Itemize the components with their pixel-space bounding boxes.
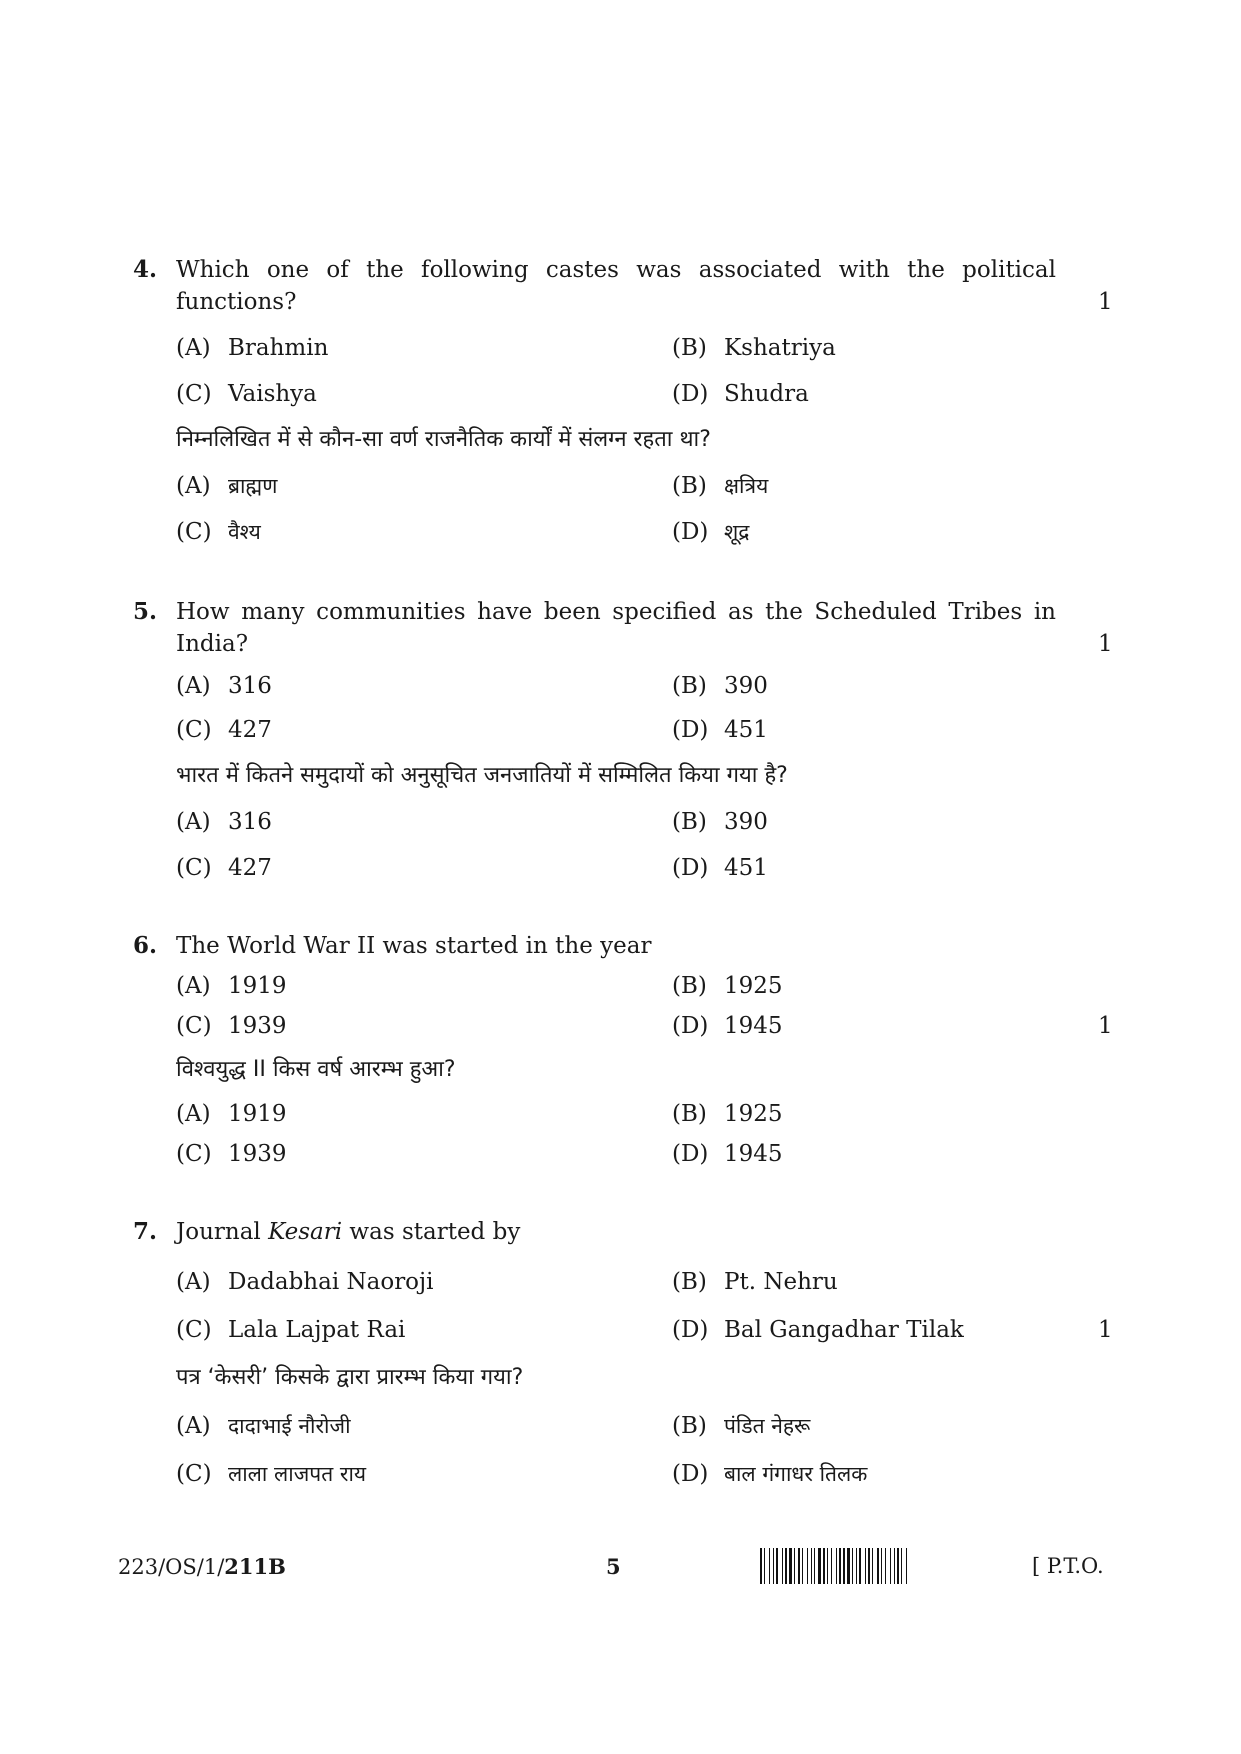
option-a-hi: (A) 1919 [176, 1101, 287, 1127]
option-a-en: (A) Brahmin [176, 335, 329, 361]
option-d-hi: (D) बाल गंगाधर तिलक [672, 1461, 868, 1487]
option-a-en: (A) Dadabhai Naoroji [176, 1269, 434, 1295]
option-d-en: (D) Shudra [672, 381, 809, 407]
question-text-hi: विश्वयुद्ध II किस वर्ष आरम्भ हुआ? [176, 1057, 456, 1082]
question-text-hi: पत्र ‘केसरी’ किसके द्वारा प्रारम्भ किया गया? [176, 1365, 524, 1390]
option-a-en: (A) 316 [176, 673, 272, 699]
page-number: 5 [606, 1554, 621, 1579]
barcode-icon [760, 1548, 1018, 1584]
question-number: 5. [133, 598, 158, 625]
option-b-en: (B) 1925 [672, 973, 783, 999]
question-text-hi: भारत में कितने समुदायों को अनुसूचित जनजातियों में सम्मिलित किया गया है? [176, 763, 788, 788]
option-b-en: (B) Pt. Nehru [672, 1269, 838, 1295]
option-b-en: (B) Kshatriya [672, 335, 836, 361]
option-d-hi: (D) 1945 [672, 1141, 783, 1167]
question-text-en: Which one of the following castes was associated with the political functions? [176, 257, 1056, 315]
option-a-hi: (A) ब्राह्मण [176, 473, 278, 499]
option-b-hi: (B) पंडित नेहरू [672, 1413, 811, 1439]
option-c-en: (C) Vaishya [176, 381, 317, 407]
page-footer [0, 1548, 1241, 1588]
question-text-en: How many communities have been specified as the Scheduled Tribes in India? [176, 599, 1056, 657]
option-d-hi: (D) शूद्र [672, 519, 750, 545]
question-text-en: Journal Kesari was started by [176, 1219, 521, 1245]
paper-code: 223/OS/1/211B [118, 1554, 286, 1579]
option-c-en: (C) 427 [176, 717, 272, 743]
option-b-en: (B) 390 [672, 673, 768, 699]
marks: 1 [1098, 631, 1113, 657]
marks: 1 [1098, 1013, 1113, 1039]
option-c-hi: (C) वैश्य [176, 519, 261, 545]
marks: 1 [1098, 289, 1113, 315]
option-c-hi: (C) 1939 [176, 1141, 287, 1167]
option-b-hi: (B) 1925 [672, 1101, 783, 1127]
option-b-hi: (B) क्षत्रिय [672, 473, 769, 499]
option-b-hi: (B) 390 [672, 809, 768, 835]
question-number: 7. [133, 1218, 158, 1245]
question-number: 4. [133, 256, 158, 283]
option-a-hi: (A) 316 [176, 809, 272, 835]
marks: 1 [1098, 1317, 1113, 1343]
option-c-hi: (C) लाला लाजपत राय [176, 1461, 367, 1487]
option-a-hi: (A) दादाभाई नौरोजी [176, 1413, 351, 1439]
question-text-en: The World War II was started in the year [176, 933, 652, 959]
option-d-en: (D) 451 [672, 717, 768, 743]
option-c-hi: (C) 427 [176, 855, 272, 881]
question-number: 6. [133, 932, 158, 959]
option-d-en: (D) 1945 [672, 1013, 783, 1039]
option-d-hi: (D) 451 [672, 855, 768, 881]
option-c-en: (C) 1939 [176, 1013, 287, 1039]
pto-label: [ P.T.O. [1032, 1554, 1104, 1578]
option-c-en: (C) Lala Lajpat Rai [176, 1317, 406, 1343]
option-d-en: (D) Bal Gangadhar Tilak [672, 1317, 964, 1343]
question-text-hi: निम्नलिखित में से कौन-सा वर्ण राजनैतिक कार्यों में संलग्न रहता था? [176, 427, 711, 452]
option-a-en: (A) 1919 [176, 973, 287, 999]
